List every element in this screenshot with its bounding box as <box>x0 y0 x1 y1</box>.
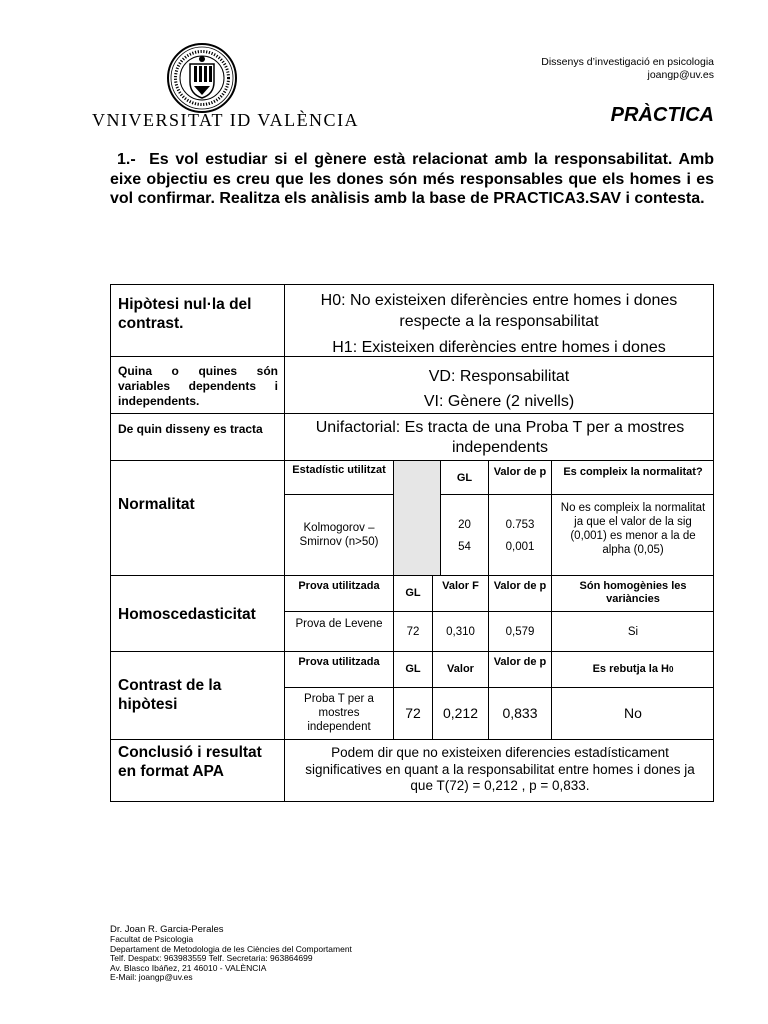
norm-header-question: Es compleix la normalitat? <box>563 466 703 478</box>
footer-faculty: Facultat de Psicologia <box>110 934 194 944</box>
h0-text: H0: No existeixen diferències entre homes i dones respecte a la responsabilitat <box>320 292 678 330</box>
practica-title: PRÀCTICA <box>610 104 714 126</box>
university-seal-logo <box>166 42 238 114</box>
norm-gl-1: 20 <box>458 519 471 531</box>
homo-answer: Si <box>627 626 639 638</box>
contrast-header-p: Valor de p <box>493 656 547 668</box>
university-name: VNIVERSITAT ID VALÈNCIA <box>92 110 360 130</box>
contrast-header-test: Prova utilitzada <box>298 656 380 668</box>
footer-address: Av. Blasco Ibáñez, 21 46010 - VALÈNCIA <box>110 962 267 973</box>
exercise-statement <box>110 150 714 209</box>
homo-p: 0,579 <box>505 626 535 638</box>
header-email: joangp@uv.es <box>647 69 714 81</box>
homo-header-gl: GL <box>405 587 421 599</box>
contrast-test: Proba T per a mostres independent <box>304 693 374 733</box>
analysis-table <box>110 284 714 802</box>
footer-author: Dr. Joan R. Garcia-Perales <box>110 924 224 935</box>
contrast-gl: 72 <box>405 705 421 721</box>
vi-text: VI: Gènere (2 nivells) <box>423 393 575 410</box>
homo-gl: 72 <box>406 626 420 638</box>
footer-email: E-Mail: joangp@uv.es <box>110 972 193 982</box>
homo-test: Prova de Levene <box>295 618 383 630</box>
homo-header-question: Són homogènies les variàncies <box>579 580 687 605</box>
norm-answer: No es compleix la normalitat ja que el valor de la sig (0,001) es menor a la de alpha (0,05) <box>560 502 706 556</box>
norm-header-p: Valor de p <box>493 466 547 478</box>
conclusio-text: Podem dir que no existeixen diferencies estadísticament significatives en quant a la responsabilitat entre homes i dones ja que T(72) = 0,212 , p = 0,833. <box>305 745 695 793</box>
exercise-text: Es vol estudiar si el gènere està relacionat amb la responsabilitat. Amb eixe objectiu es creu que les dones són més responsables que els homes i es vol confirmar. Realitza els anàlisis amb la base de PRACTICA3.SAV i contesta. <box>110 151 715 207</box>
homo-header-p: Valor de p <box>493 580 547 592</box>
homo-header-f: Valor F <box>442 580 479 592</box>
label-conclusio: Conclusió i resultat en format APA <box>118 744 262 780</box>
label-contrast: Contrast de la hipòtesi <box>118 677 222 713</box>
footer-phones: Telf. Despatx: 963983559 Telf. Secretaria: 963864699 <box>110 953 313 963</box>
course-title: Dissenys d’investigació en psicologia <box>541 56 714 68</box>
norm-gl-2: 54 <box>458 541 471 553</box>
norm-shaded-cell <box>394 461 440 575</box>
label-normalitat: Normalitat <box>118 496 195 513</box>
disseny-answer: Unifactorial: Es tracta de una Proba T per a mostres independents <box>315 419 685 456</box>
norm-p-1: 0.753 <box>505 519 535 531</box>
contrast-header-question-text: Es rebutja la H <box>592 663 669 675</box>
h1-text: H1: Existeixen diferències entre homes i dones <box>332 339 666 356</box>
contrast-header-valor: Valor <box>447 663 474 675</box>
exercise-number: 1.- <box>117 151 136 168</box>
header-info <box>541 56 714 82</box>
contrast-p: 0,833 <box>502 705 538 721</box>
contrast-answer: No <box>624 705 642 721</box>
footer <box>110 924 352 983</box>
label-hipotesi: Hipòtesi nul·la del contrast. <box>118 296 252 332</box>
contrast-header-question-subscript: 0 <box>668 665 674 674</box>
vd-text: VD: Responsabilitat <box>428 368 570 385</box>
norm-stat: Kolmogorov – Smirnov (n>50) <box>299 522 379 548</box>
norm-header-gl: GL <box>456 472 473 484</box>
norm-p-2: 0,001 <box>505 541 535 553</box>
contrast-header-gl: GL <box>405 663 421 675</box>
label-disseny: De quin disseny es tracta <box>118 422 263 436</box>
footer-department: Departament de Metodologia de les Ciències del Comportament <box>110 943 352 954</box>
contrast-valor: 0,212 <box>442 705 479 721</box>
label-variables: Quina o quines són variables dependents i independents. <box>118 364 278 408</box>
label-homoscedasticitat: Homoscedasticitat <box>118 606 256 623</box>
homo-f: 0,310 <box>446 626 475 638</box>
norm-header-stat: Estadístic utilitzat <box>292 464 386 476</box>
contrast-header-question <box>556 663 710 676</box>
homo-header-test: Prova utilitzada <box>298 580 380 592</box>
